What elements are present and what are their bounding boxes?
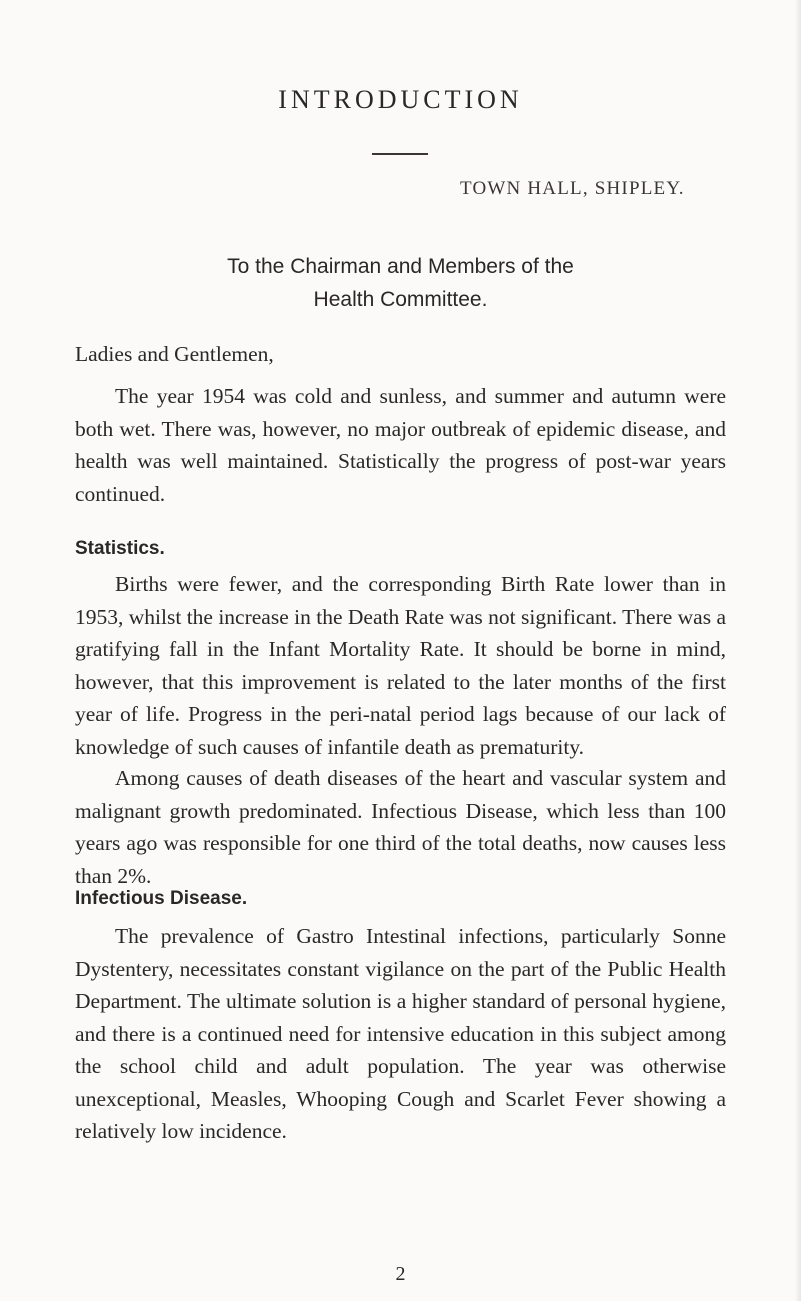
statistics-paragraph-2: Among causes of death diseases of the heart and vascular system and malignant growth predominated. Infectious Disease, which less than 100 years ago was responsible for one third of the total deaths, now causes less than 2%.: [75, 766, 726, 888]
addressee-line-2: Health Committee.: [313, 288, 488, 311]
sender-address: TOWN HALL, SHIPLEY.: [460, 178, 685, 199]
addressee-block: [0, 250, 801, 316]
page-edge-shadow: [795, 0, 801, 1301]
section-heading-infectious-disease: Infectious Disease.: [75, 888, 248, 909]
title-rule: [372, 153, 428, 155]
statistics-paragraph-1: Births were fewer, and the corresponding Birth Rate lower than in 1953, whilst the increase in the Death Rate was not significant. There was a gratifying fall in the Infant Mortality Rate. It should be borne in mind, however, that this improvement is related to the later months of the first year of life. Progress in the peri-natal period lags because of our lack of knowledge of such causes of infantile death as prematurity.: [75, 572, 726, 759]
page-number: 2: [395, 1263, 406, 1285]
page-title: INTRODUCTION: [278, 85, 523, 114]
section-heading-statistics: Statistics.: [75, 538, 165, 559]
addressee-line-1: To the Chairman and Members of the: [227, 255, 574, 278]
infectious-disease-paragraph: The prevalence of Gastro Intestinal infections, particularly Sonne Dystentery, necessitates constant vigilance on the part of the Public Health Department. The ultimate solution is a higher standard of personal hygiene, and there is a continued need for intensive education in this subject among the school child and adult population. The year was otherwise unexceptional, Measles, Whooping Cough and Scarlet Fever showing a relatively low incidence.: [75, 924, 726, 1143]
salutation: Ladies and Gentlemen,: [75, 342, 274, 366]
intro-paragraph: The year 1954 was cold and sunless, and summer and autumn were both wet. There was, however, no major outbreak of epidemic disease, and health was well maintained. Statistically the progress of post-war years continued.: [75, 384, 726, 506]
